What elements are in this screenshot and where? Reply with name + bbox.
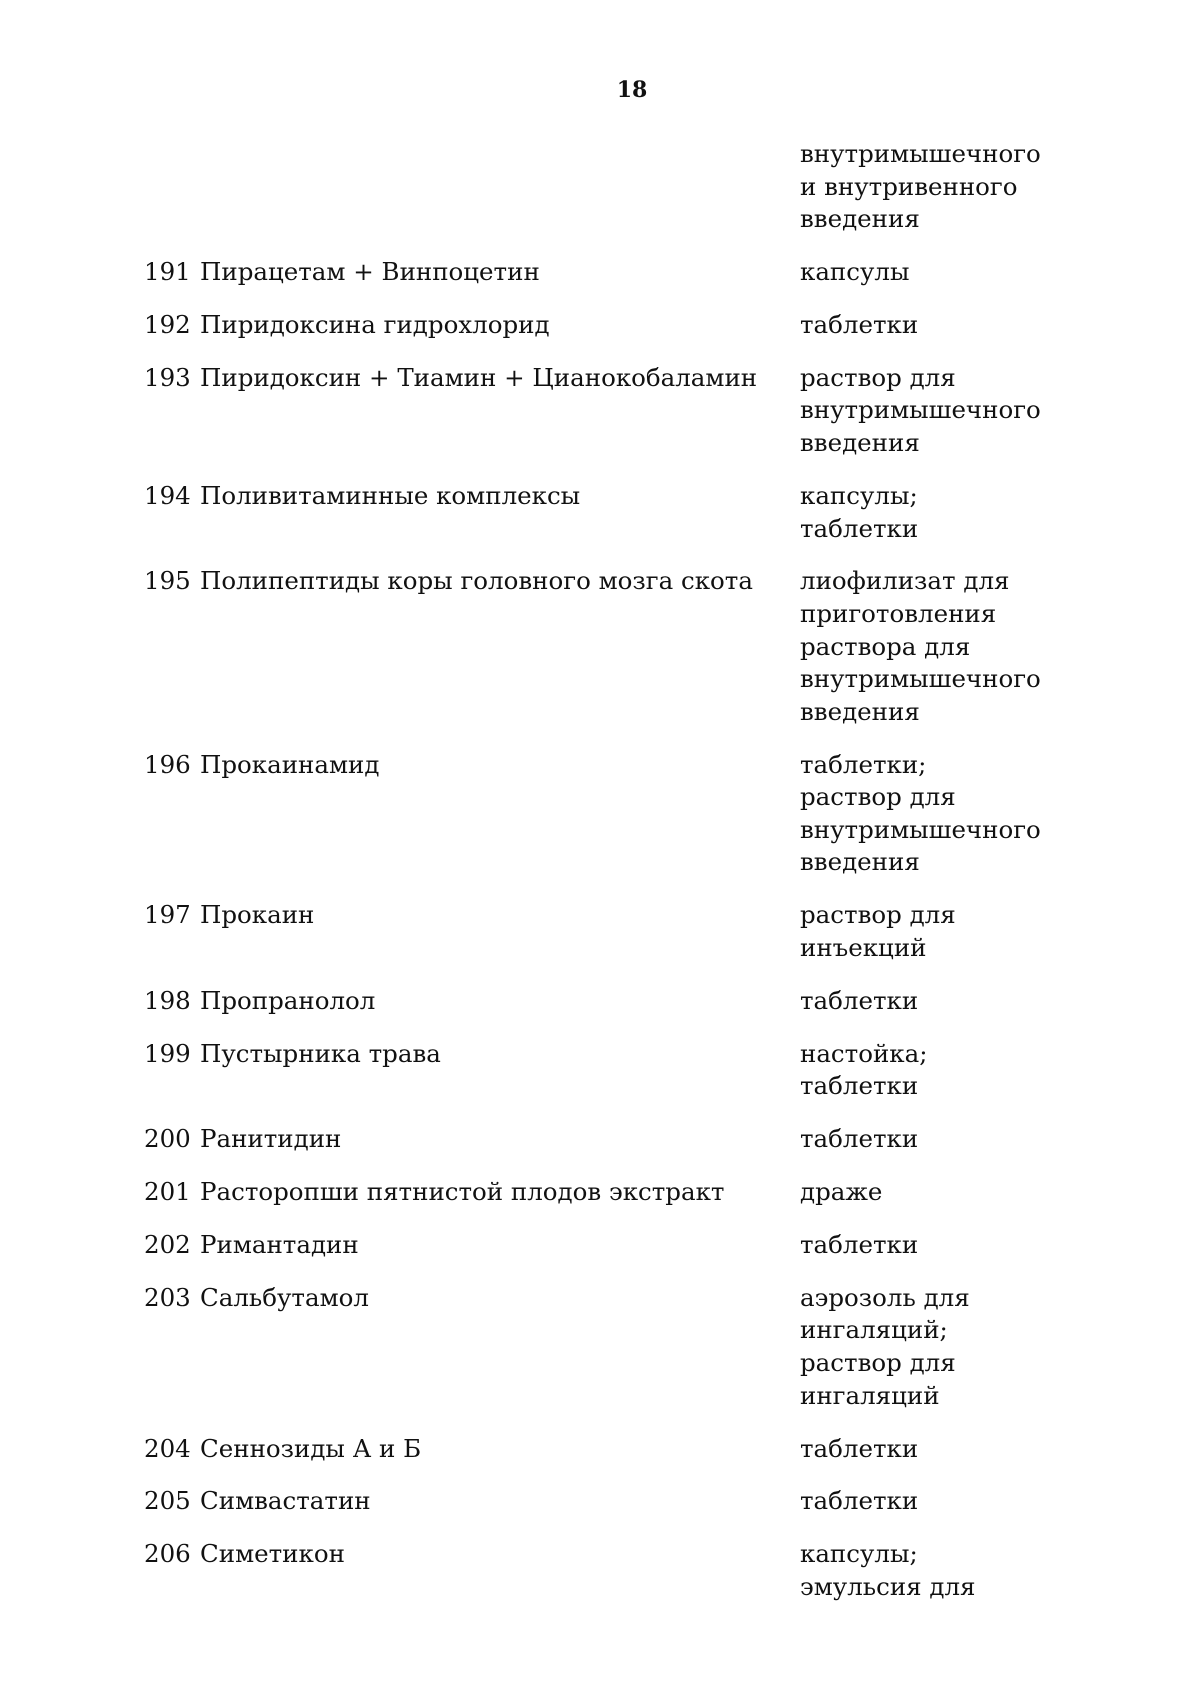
dosage-forms: [800, 985, 1180, 1018]
dosage-form-line: таблетки: [800, 1071, 919, 1101]
dosage-form-line: таблетки: [800, 1486, 919, 1516]
dosage-form-line: ингаляций: [800, 1380, 940, 1410]
dosage-forms: [800, 138, 1180, 236]
drug-name: Римантадин: [200, 1230, 359, 1259]
item-number: 198: [144, 985, 191, 1015]
drug-name: Пиридоксин + Тиамин + Цианокобаламин: [200, 362, 758, 392]
dosage-form-line: введения: [800, 428, 920, 458]
item-number: 191: [144, 257, 191, 287]
dosage-form-line: аэрозоль для: [800, 1282, 970, 1312]
dosage-forms: [800, 256, 1180, 289]
dosage-form-line: таблетки;: [800, 749, 927, 779]
item-number: 202: [144, 1230, 191, 1259]
dosage-form-line: инъекций: [800, 932, 927, 962]
dosage-form-line: таблетки: [800, 1433, 919, 1463]
item-number: 195: [144, 566, 191, 596]
item-number: 194: [144, 480, 191, 510]
dosage-form-line: внутримышечного: [800, 139, 1041, 168]
list-item: [0, 749, 1200, 879]
item-number: 205: [144, 1486, 191, 1516]
list-item: [0, 138, 1200, 236]
drug-name: Сальбутамол: [200, 1282, 369, 1312]
dosage-forms: [800, 1282, 1180, 1412]
dosage-forms: [800, 362, 1180, 460]
medication-list: [0, 138, 1200, 1604]
drug-name: Пиридоксина гидрохлорид: [200, 309, 550, 339]
dosage-form-line: введения: [800, 204, 920, 234]
item-number: 192: [144, 309, 191, 339]
drug-name: Симвастатин: [200, 1486, 371, 1516]
dosage-form-line: капсулы;: [800, 480, 918, 510]
drug-name: Пирацетам + Винпоцетин: [200, 257, 540, 287]
dosage-form-line: внутримышечного: [800, 395, 1041, 425]
drug-name: Сеннозиды А и Б: [200, 1433, 422, 1463]
dosage-form-line: таблетки: [800, 985, 919, 1015]
dosage-form-line: введения: [800, 696, 920, 726]
list-item: [0, 480, 1200, 545]
item-number: 199: [144, 1038, 191, 1068]
list-item: [0, 1038, 1200, 1103]
list-item: [0, 565, 1200, 728]
dosage-forms: [800, 1176, 1180, 1209]
dosage-form-line: лиофилизат для: [800, 566, 1010, 596]
drug-name: Ранитидин: [200, 1124, 342, 1154]
list-item: [0, 1485, 1200, 1518]
page-number: 18: [616, 77, 648, 103]
dosage-form-line: ингаляций;: [800, 1315, 948, 1345]
list-item: [0, 1229, 1200, 1262]
dosage-form-line: раствор для: [800, 1348, 956, 1378]
dosage-forms: [800, 899, 1180, 964]
item-number: 200: [144, 1124, 191, 1154]
dosage-form-line: эмульсия для: [800, 1571, 976, 1601]
dosage-form-line: таблетки: [800, 1230, 919, 1259]
dosage-form-line: раствор для: [800, 900, 956, 930]
drug-name: Полипептиды коры головного мозга скота: [200, 566, 753, 596]
list-item: [0, 256, 1200, 289]
dosage-forms: [800, 1433, 1180, 1466]
item-number: 206: [144, 1539, 191, 1569]
item-number: 197: [144, 900, 191, 930]
drug-name: Симетикон: [200, 1539, 345, 1569]
drug-name: Пропранолол: [200, 985, 376, 1015]
item-number: 201: [144, 1177, 191, 1207]
list-item: [0, 1282, 1200, 1412]
dosage-form-line: раствор для: [800, 362, 956, 392]
dosage-form-line: раствор для: [800, 782, 956, 812]
list-item: [0, 1176, 1200, 1209]
dosage-forms: [800, 749, 1180, 879]
list-item: [0, 1433, 1200, 1466]
dosage-form-line: капсулы: [800, 257, 910, 287]
dosage-forms: [800, 1538, 1180, 1603]
item-number: 204: [144, 1433, 191, 1463]
item-number: 196: [144, 749, 191, 779]
dosage-form-line: раствора для: [800, 631, 971, 661]
drug-name: Расторопши пятнистой плодов экстракт: [200, 1177, 725, 1207]
list-item: [0, 899, 1200, 964]
list-item: [0, 1538, 1200, 1603]
drug-name: Прокаинамид: [200, 749, 380, 779]
item-number: 193: [144, 362, 191, 392]
dosage-forms: [800, 1485, 1180, 1518]
dosage-forms: [800, 1038, 1180, 1103]
dosage-forms: [800, 565, 1180, 728]
item-number: 203: [144, 1282, 191, 1312]
list-item: [0, 985, 1200, 1018]
dosage-forms: [800, 1229, 1180, 1262]
dosage-forms: [800, 309, 1180, 342]
list-item: [0, 1123, 1200, 1156]
dosage-form-line: настойка;: [800, 1038, 928, 1068]
dosage-form-line: введения: [800, 847, 920, 877]
dosage-form-line: драже: [800, 1177, 883, 1207]
dosage-form-line: приготовления: [800, 599, 997, 629]
dosage-form-line: капсулы;: [800, 1539, 918, 1569]
dosage-forms: [800, 480, 1180, 545]
dosage-form-line: таблетки: [800, 309, 919, 339]
list-item: [0, 362, 1200, 460]
dosage-form-line: таблетки: [800, 513, 919, 543]
dosage-form-line: внутримышечного: [800, 814, 1041, 844]
drug-name: Поливитаминные комплексы: [200, 480, 581, 510]
dosage-form-line: внутримышечного: [800, 664, 1041, 694]
dosage-form-line: таблетки: [800, 1124, 919, 1154]
drug-name: Пустырника трава: [200, 1038, 441, 1068]
drug-name: Прокаин: [200, 900, 315, 930]
list-item: [0, 309, 1200, 342]
dosage-forms: [800, 1123, 1180, 1156]
dosage-form-line: и внутривенного: [800, 171, 1018, 201]
